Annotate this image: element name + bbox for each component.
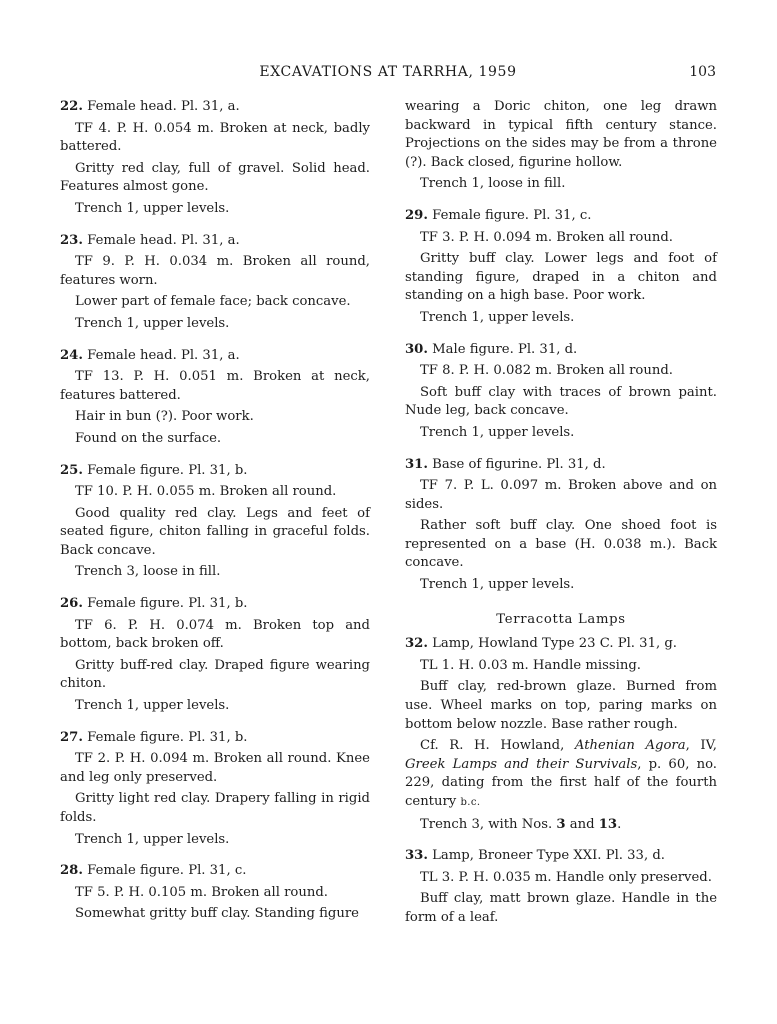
reference-book-title: Greek Lamps and their Survivals [405, 756, 638, 772]
entry-29-measurements: TF 3. P. H. 0.094 m. Broken all round. [420, 229, 673, 245]
cross-ref-13: 13 [598, 816, 618, 832]
entry-31-description: Rather soft buff clay. One shoed foot is represented on a base (H. 0.038 m.). Back concave. [405, 518, 717, 571]
entry-25-title-text: Female figure. Pl. 31, b. [87, 462, 248, 478]
page-number: 103 [689, 64, 716, 80]
entry-24-number: 24. [60, 347, 83, 363]
left-column [60, 98, 370, 924]
entry-23-title [60, 232, 370, 251]
entry-29-title [405, 207, 717, 226]
entry-31-title-text: Base of figurine. Pl. 31, d. [432, 456, 606, 472]
entry-23-title-text: Female head. Pl. 31, a. [87, 232, 240, 248]
entry-25-description: Good quality red clay. Legs and feet of seated figure, chiton falling in graceful folds. Back concave. [60, 505, 370, 558]
entry-26-measurements: TF 6. P. H. 0.074 m. Broken top and bottom, back broken off. [60, 617, 370, 652]
entry-27-description: Gritty light red clay. Drapery falling in rigid folds. [60, 791, 370, 825]
entry-29-number: 29. [405, 207, 428, 223]
entry-31-title [405, 456, 717, 475]
entry-25-measurements: TF 10. P. H. 0.055 m. Broken all round. [75, 484, 337, 500]
entry-28-title [60, 862, 370, 881]
entry-33-description: Buff clay, matt brown glaze. Handle in the form of a leaf. [405, 891, 717, 925]
reference-page: , p. 60, no. 229, dating from the first half of the fourth century [405, 756, 717, 809]
entry-22-title [60, 98, 370, 117]
entry-22-description: Gritty red clay, full of gravel. Solid head. Features almost gone. [60, 160, 370, 195]
section-heading-terracotta-lamps: Terracotta Lamps [496, 611, 626, 627]
entry-27-title [60, 729, 370, 748]
entry-32-title [405, 635, 717, 654]
entry-25-findspot: Trench 3, loose in fill. [75, 564, 221, 580]
entry-26-title [60, 595, 370, 614]
entry-25-number: 25. [60, 462, 83, 478]
entry-33-number: 33. [405, 848, 428, 864]
findspot-period: . [617, 816, 622, 832]
entry-30-findspot: Trench 1, upper levels. [420, 424, 575, 440]
page-header [60, 64, 716, 84]
entry-24-findspot: Found on the surface. [75, 430, 222, 446]
entry-30-measurements: TF 8. P. H. 0.082 m. Broken all round. [420, 363, 673, 379]
entry-22-findspot: Trench 1, upper levels. [75, 200, 230, 216]
entry-28-measurements: TF 5. P. H. 0.105 m. Broken all round. [75, 884, 328, 900]
entry-31-findspot: Trench 1, upper levels. [420, 577, 575, 593]
entry-24-title-text: Female head. Pl. 31, a. [87, 347, 240, 363]
entry-31-measurements: TF 7. P. L. 0.097 m. Broken above and on sides. [405, 478, 717, 512]
entry-22-title-text: Female head. Pl. 31, a. [87, 99, 240, 114]
entry-23-number: 23. [60, 232, 83, 248]
entry-30-number: 30. [405, 341, 428, 357]
entry-28-description-continued: wearing a Doric chiton, one leg drawn backward in typical fifth century stance. Projections on the sides may be from a throne (?). Back closed, figurine hollow. [405, 99, 717, 170]
entry-32-measurements: TL 1. H. 0.03 m. Handle missing. [420, 657, 641, 673]
entry-32-number: 32. [405, 636, 428, 652]
entry-27-title-text: Female figure. Pl. 31, b. [87, 729, 248, 745]
entry-22-measurements: TF 4. P. H. 0.054 m. Broken at neck, badly battered. [60, 120, 370, 155]
reference-author: Cf. R. H. Howland, [420, 738, 575, 754]
entry-30-title [405, 341, 717, 360]
entry-32-description: Buff clay, red-brown glaze. Burned from use. Wheel marks on top, paring marks on bottom below nozzle. Base rather rough. [405, 679, 717, 732]
findspot-and: and [565, 816, 599, 832]
entry-30-description: Soft buff clay with traces of brown paint. Nude leg, back concave. [405, 384, 717, 419]
entry-27-measurements: TF 2. P. H. 0.094 m. Broken all round. Knee and leg only preserved. [60, 751, 370, 785]
entry-25-title [60, 462, 370, 481]
entry-23-measurements: TF 9. P. H. 0.034 m. Broken all round, features worn. [60, 254, 370, 288]
entry-29-description: Gritty buff clay. Lower legs and foot of standing figure, draped in a chiton and standing on a high base. Poor work. [405, 251, 717, 304]
entry-32-reference [405, 737, 717, 812]
entry-26-number: 26. [60, 596, 83, 612]
entry-33-title-text: Lamp, Broneer Type XXI. Pl. 33, d. [432, 848, 665, 864]
entry-24-description: Hair in bun (?). Poor work. [75, 409, 254, 425]
entry-26-findspot: Trench 1, upper levels. [75, 698, 230, 714]
entry-31-number: 31. [405, 456, 428, 472]
entry-22-number: 22. [60, 99, 83, 114]
entry-27-number: 27. [60, 729, 83, 745]
entry-24-measurements: TF 13. P. H. 0.051 m. Broken at neck, features battered. [60, 369, 370, 403]
right-column [405, 98, 717, 928]
entry-29-title-text: Female figure. Pl. 31, c. [432, 207, 592, 223]
entry-28-findspot: Trench 1, loose in fill. [420, 176, 566, 192]
entry-27-findspot: Trench 1, upper levels. [75, 831, 230, 847]
entry-32-title-text: Lamp, Howland Type 23 C. Pl. 31, g. [432, 636, 677, 652]
reference-era: b.c. [460, 797, 481, 808]
entry-29-findspot: Trench 1, upper levels. [420, 309, 575, 325]
reference-series-title: Athenian Agora [574, 738, 686, 754]
entry-28-description-start: Somewhat gritty buff clay. Standing figure [75, 906, 359, 922]
reference-volume: , IV, [685, 738, 718, 754]
entry-26-title-text: Female figure. Pl. 31, b. [87, 596, 248, 612]
entry-32-findspot [405, 816, 717, 835]
entry-24-title [60, 347, 370, 366]
entry-26-description: Gritty buff-red clay. Draped figure wearing chiton. [60, 657, 370, 692]
cross-ref-3: 3 [556, 816, 566, 832]
entry-28-number: 28. [60, 863, 83, 879]
entry-33-title [405, 847, 717, 866]
entry-28-title-text: Female figure. Pl. 31, c. [87, 863, 247, 879]
entry-30-title-text: Male figure. Pl. 31, d. [432, 341, 578, 357]
entry-23-description: Lower part of female face; back concave. [75, 294, 351, 310]
entry-33-measurements: TL 3. P. H. 0.035 m. Handle only preserved. [420, 869, 712, 885]
entry-23-findspot: Trench 1, upper levels. [75, 315, 230, 331]
running-title: EXCAVATIONS AT TARRHA, 1959 [259, 64, 517, 80]
findspot-text: Trench 3, with Nos. [420, 816, 557, 832]
